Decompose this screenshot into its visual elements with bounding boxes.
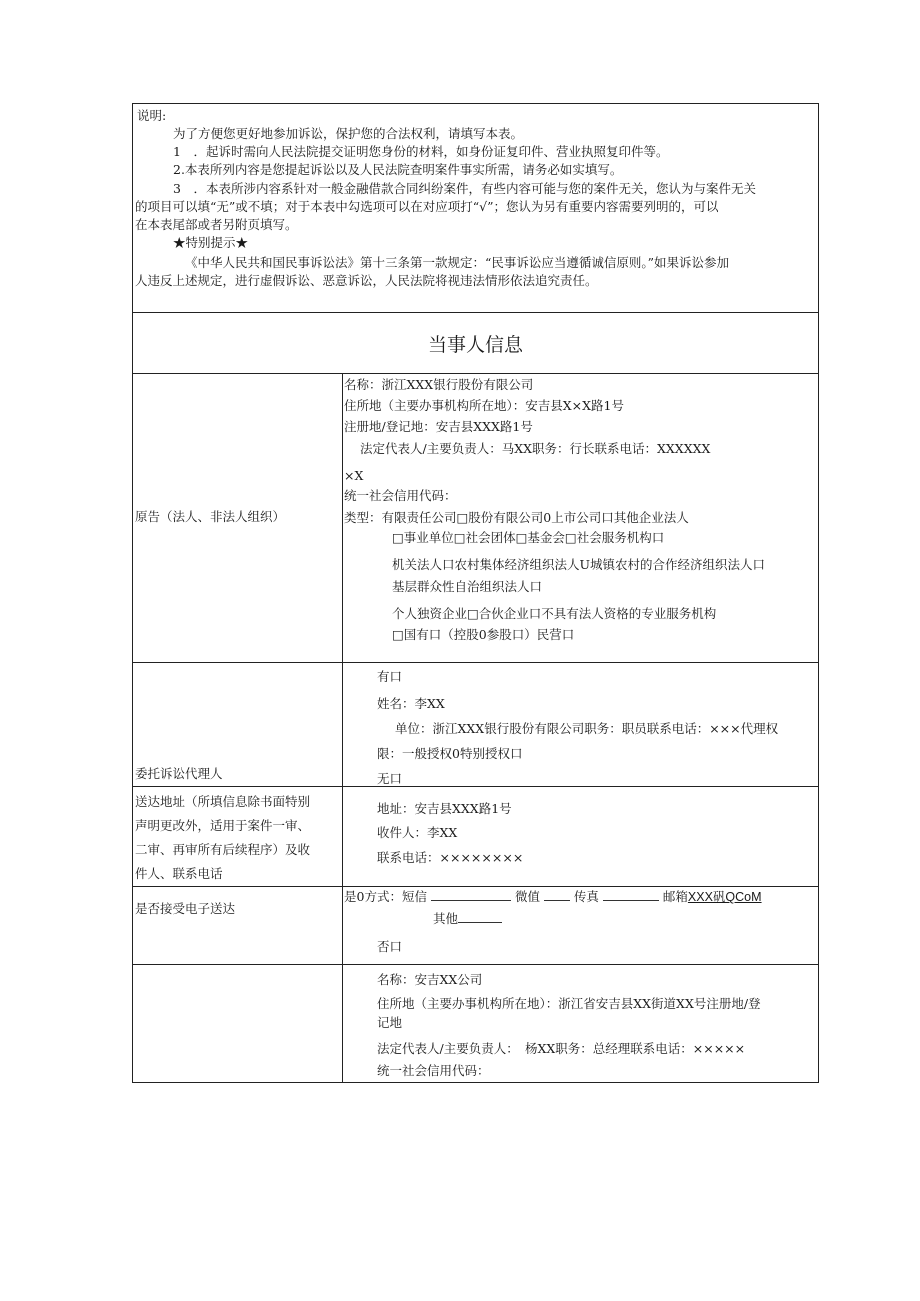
- plaintiff-address: 住所地（主要办事机构所在地）：安吉县X×X路1号: [344, 398, 624, 413]
- service-address-label-cont: 声明更改外，适用于案件一审、: [135, 818, 311, 833]
- fax-blank: [603, 888, 659, 901]
- email-option: 邮箱: [662, 889, 688, 904]
- email-value: XXX矾QCoM: [687, 890, 762, 904]
- other-option-label: 其他: [433, 911, 459, 926]
- service-address-label-cont: 二审、再审所有后续程序）及收: [135, 842, 311, 857]
- section-title: 当事人信息: [427, 334, 523, 356]
- defendant-credit-code: 统一社会信用代码：: [377, 1063, 490, 1078]
- electronic-service-methods: [344, 888, 762, 905]
- sms-option: 是0方式：短信: [344, 889, 427, 904]
- row-divider: [133, 662, 818, 663]
- plaintiff-type: 类型：有限责任公司□股份有限公司0上市公司口其他企业法人: [344, 510, 689, 525]
- service-recipient: 收件人：李XX: [377, 825, 458, 840]
- service-phone: 联系电话：××××××××: [377, 850, 524, 865]
- electronic-no-option: 否口: [377, 939, 403, 954]
- notice-intro: 为了方便您更好地参加诉讼，保护您的合法权利，请填写本表。: [173, 126, 524, 141]
- notice-item-3: 3 ．本表所涉内容系针对一般金融借款合同纠纷案件，有些内容可能与您的案件无关，您认为与案件无关: [173, 181, 756, 196]
- agent-label: 委托诉讼代理人: [135, 766, 223, 781]
- plaintiff-type-options: □事业单位□社会团体□基金会□社会服务机构口: [392, 530, 665, 545]
- agent-unit: 单位：浙江XXX银行股份有限公司职务：职员联系电话：×××代理权: [395, 721, 779, 736]
- special-notice-text-cont: 人违反上述规定，进行虚假诉讼、恶意诉讼，人民法院将视违法情形依法追究责任。: [135, 273, 598, 288]
- special-notice-title: ★特别提示★: [173, 235, 249, 250]
- row-divider: [133, 312, 818, 313]
- row-divider: [133, 786, 818, 787]
- plaintiff-name: 名称：浙江XXX银行股份有限公司: [344, 377, 534, 392]
- service-address: 地址：安吉县XXX路1号: [377, 801, 512, 816]
- plaintiff-type-options: □国有口（控股0参股口）民营口: [392, 627, 575, 642]
- electronic-service-label: 是否接受电子送达: [135, 901, 236, 916]
- agent-authority: 限：一般授权0特别授权口: [377, 746, 523, 761]
- notice-item-2: 2.本表所列内容是您提起诉讼以及人民法院查明案件事实所需，请务必如实填写。: [173, 162, 623, 177]
- special-notice-text: 《中华人民共和国民事诉讼法》第十三条第一款规定：“民事诉讼应当遵循诚信原则。”如果诉讼参加: [185, 255, 730, 270]
- plaintiff-representative: 法定代表人/主要负责人：马XX职务：行长联系电话：XXXXXX: [360, 441, 711, 456]
- wechat-blank: [544, 888, 570, 901]
- agent-none-option: 无口: [377, 771, 403, 786]
- fax-option: 传真: [573, 889, 599, 904]
- defendant-address-cont: 记地: [377, 1015, 403, 1030]
- sms-blank: [431, 888, 511, 901]
- service-address-label-cont: 件人、联系电话: [135, 866, 223, 881]
- plaintiff-registered: 注册地/登记地：安吉县XXX路1号: [344, 419, 533, 434]
- other-blank: [458, 910, 502, 923]
- plaintiff-label: 原告（法人、非法人组织）: [135, 509, 286, 524]
- column-divider: [342, 373, 343, 1083]
- defendant-name: 名称：安吉XX公司: [377, 972, 483, 987]
- plaintiff-credit-code: 统一社会信用代码：: [344, 488, 457, 503]
- plaintiff-type-options: 机关法人口农村集体经济组织法人U城镇农村的合作经济组织法人口: [392, 557, 766, 572]
- row-divider: [133, 373, 818, 374]
- plaintiff-type-options: 基层群众性自治组织法人口: [392, 579, 543, 594]
- agent-has-option: 有口: [377, 669, 403, 684]
- defendant-address: 住所地（主要办事机构所在地）：浙江省安吉县XX街道XX号注册地/登: [377, 996, 761, 1011]
- notice-heading: 说明:: [137, 108, 167, 123]
- defendant-representative: 法定代表人/主要负责人： 杨XX职务：总经理联系电话：×××××: [377, 1041, 746, 1056]
- notice-item-3-cont: 在本表尾部或者另附页填写。: [135, 217, 298, 232]
- plaintiff-type-options: 个人独资企业□合伙企业口不具有法人资格的专业服务机构: [392, 606, 717, 621]
- wechat-option: 微值: [514, 889, 540, 904]
- row-divider: [133, 964, 818, 965]
- agent-name: 姓名：李XX: [377, 696, 445, 711]
- form-table: [132, 103, 819, 1083]
- service-address-label: 送达地址（所填信息除书面特别: [135, 794, 311, 809]
- notice-item-3-cont: 的项目可以填“无”或不填；对于本表中勾选项可以在对应项打“√”；您认为另有重要内容需要列明的，可以: [135, 199, 719, 214]
- notice-item-1: 1 ．起诉时需向人民法院提交证明您身份的材料，如身份证复印件、营业执照复印件等。: [173, 144, 669, 159]
- other-option: [433, 910, 502, 927]
- plaintiff-phone-cont: ×X: [344, 468, 364, 483]
- row-divider: [133, 886, 818, 887]
